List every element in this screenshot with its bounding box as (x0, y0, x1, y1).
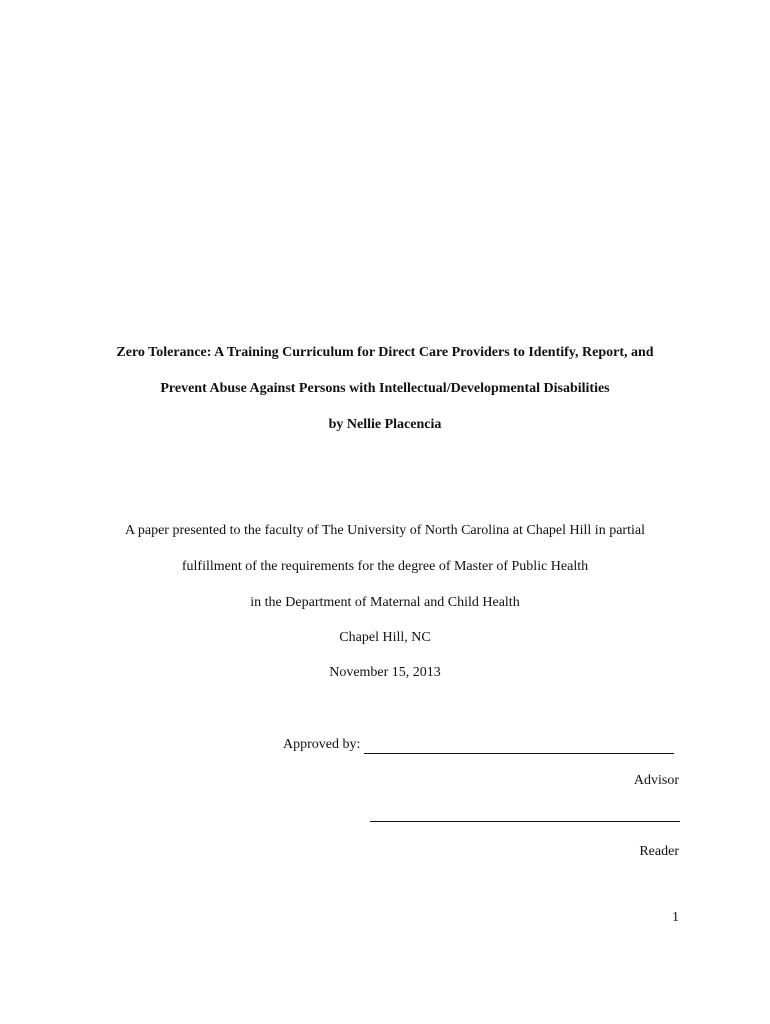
author-byline: by Nellie Placencia (328, 417, 442, 432)
reader-label: Reader (639, 844, 679, 859)
advisor-label: Advisor (633, 773, 679, 788)
advisor-signature-line (364, 739, 674, 754)
approved-by-label: Approved by: (283, 737, 361, 752)
statement-line-1: A paper presented to the faculty of The University of North Carolina at Chapel Hill in partial (125, 523, 645, 538)
title-line-1: Zero Tolerance: A Training Curriculum for Direct Care Providers to Identify, Report, and (116, 345, 654, 360)
statement-line-2: fulfillment of the requirements for the degree of Master of Public Health (181, 559, 589, 574)
statement-line-3: in the Department of Maternal and Child Health (250, 595, 520, 610)
title-line-2: Prevent Abuse Against Persons with Intellectual/Developmental Disabilities (160, 381, 610, 396)
reader-signature-line (370, 820, 680, 822)
date-text: November 15, 2013 (329, 665, 441, 680)
approval-row (283, 736, 674, 754)
page-number: 1 (672, 910, 679, 925)
location-text: Chapel Hill, NC (339, 630, 431, 645)
